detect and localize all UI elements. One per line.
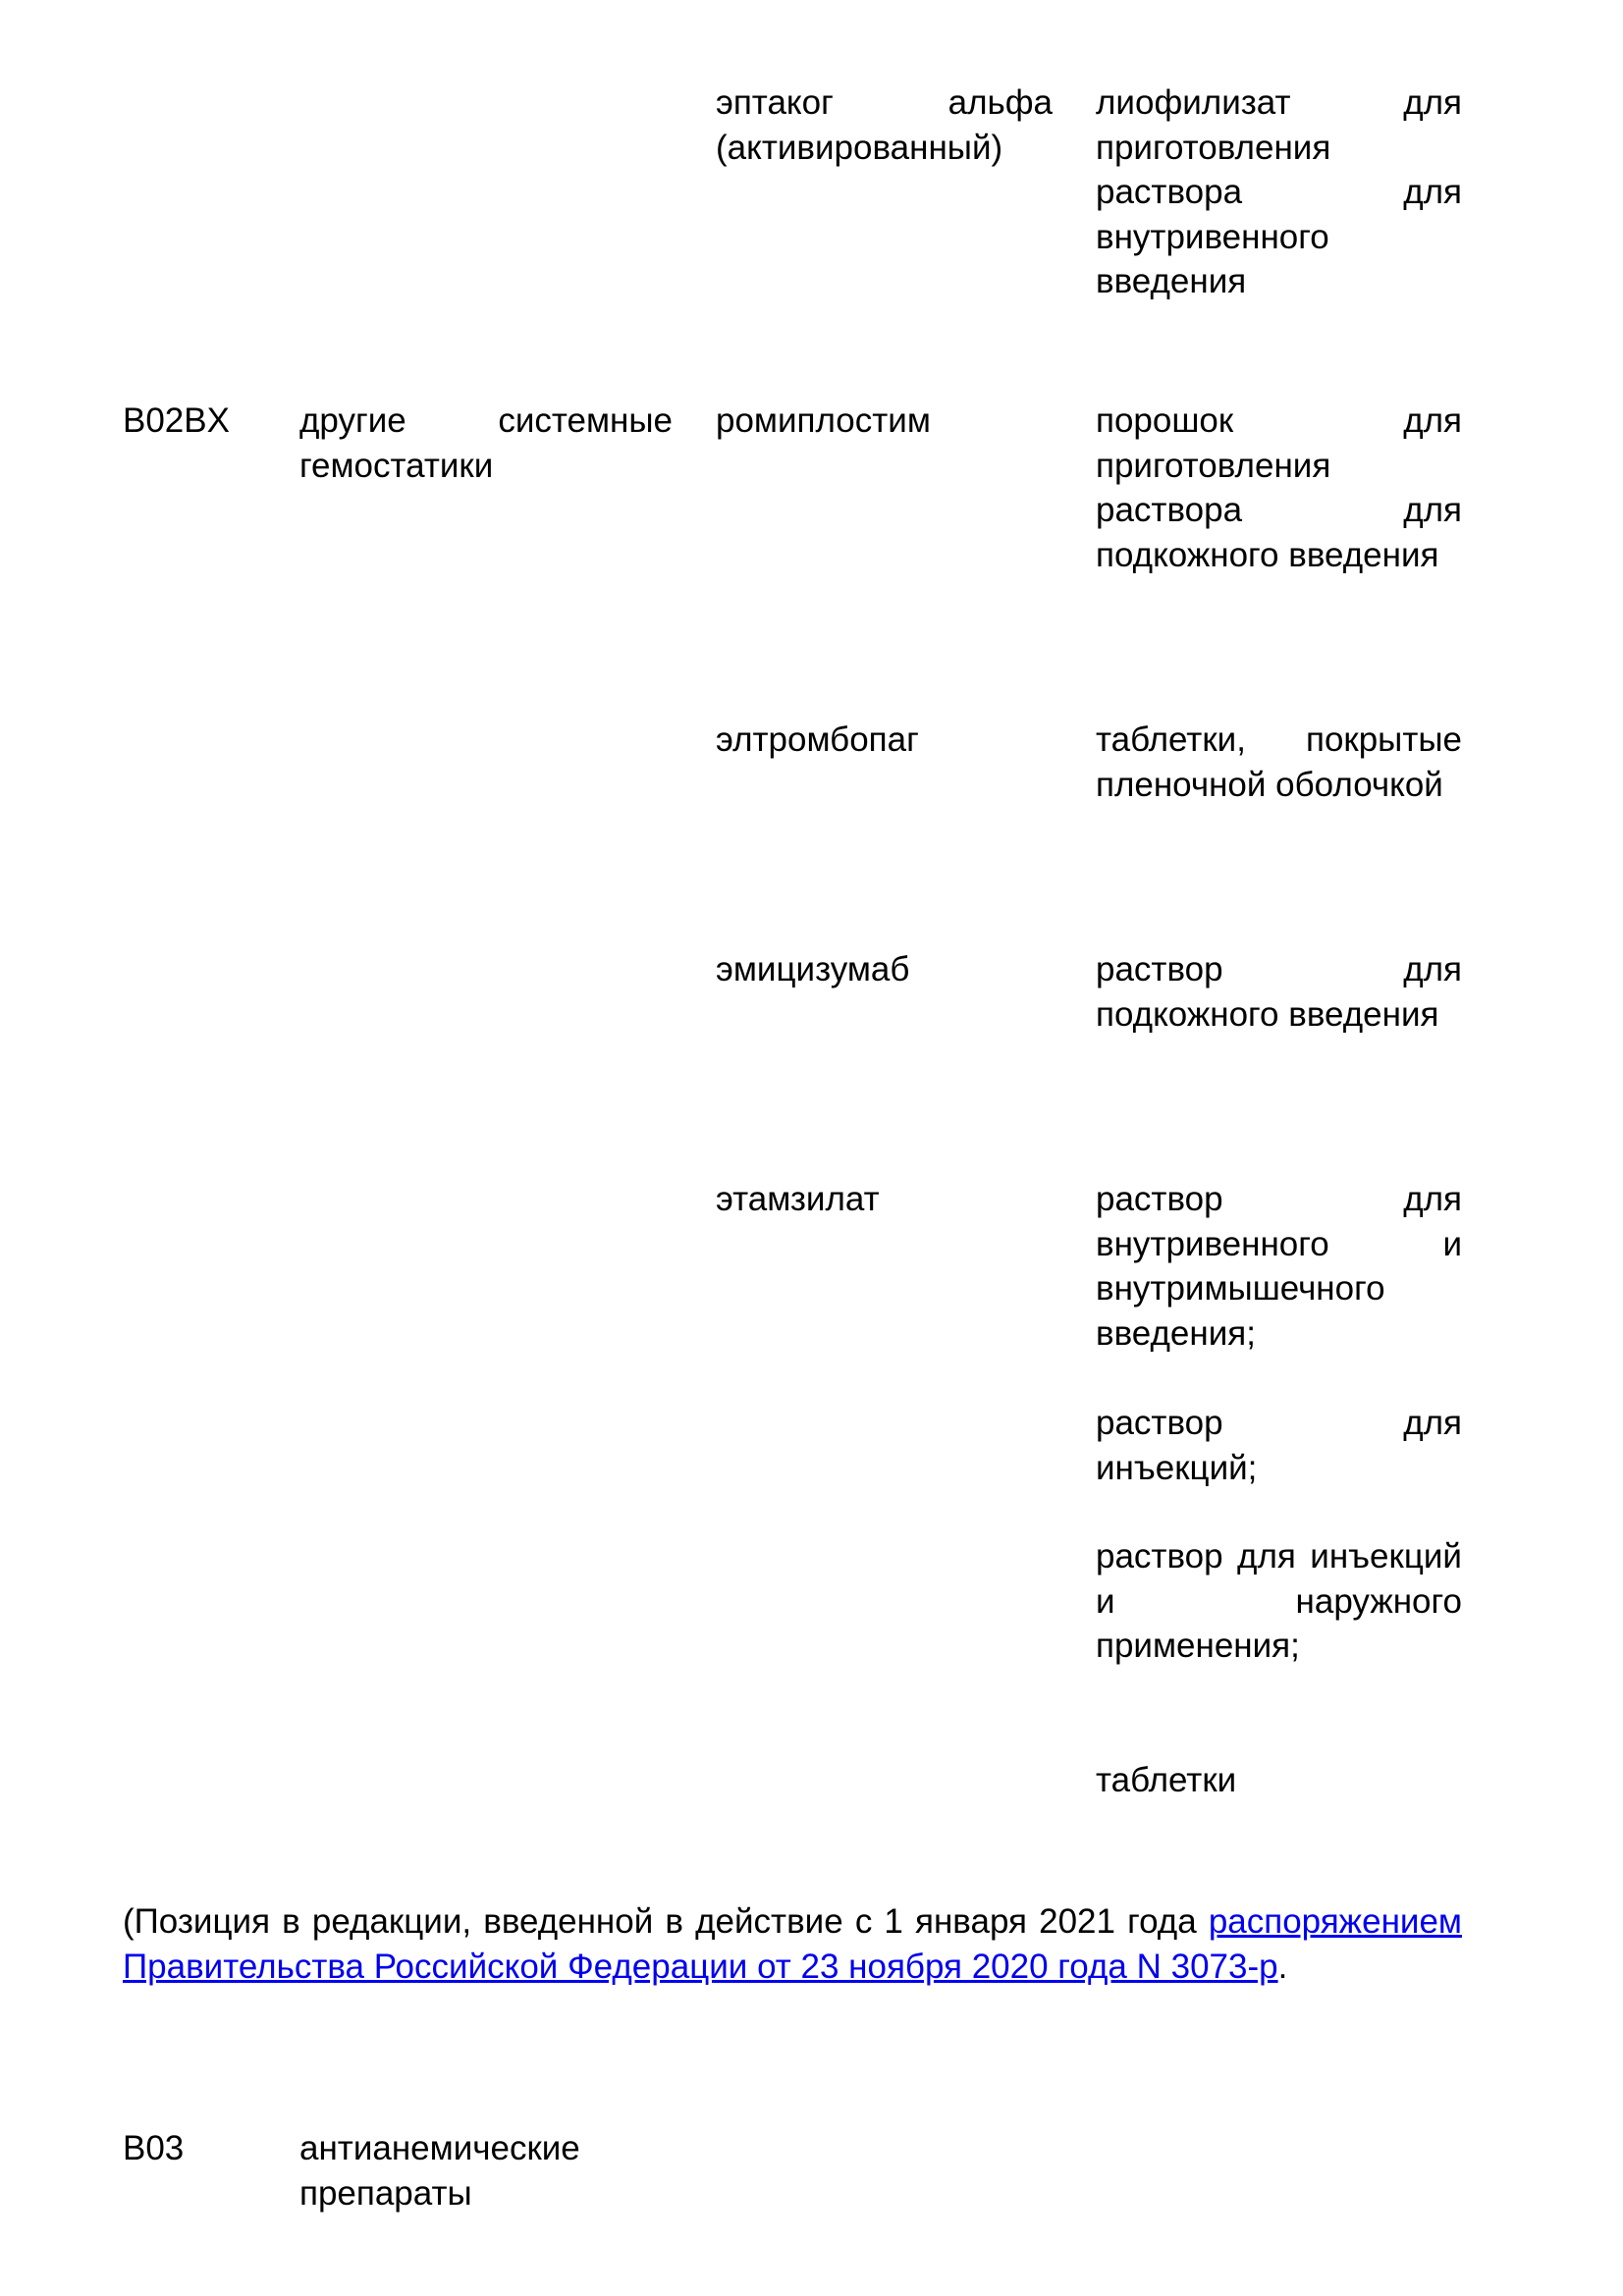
dosage-form: раствор для внутривенного и внутримышечного введения; bbox=[1096, 1180, 1462, 1353]
atc-group-name: антианемические препараты bbox=[299, 2129, 580, 2213]
dosage-form: раствор для инъекций и наружного применения; bbox=[1096, 1537, 1462, 1665]
revision-note-suffix: . bbox=[1277, 1947, 1288, 1986]
dosage-form: таблетки, покрытые пленочной оболочкой bbox=[1096, 721, 1462, 804]
revision-note-prefix: (Позиция в редакции, введенной в действие с 1 января 2021 года bbox=[123, 1902, 1197, 1941]
drug-name: эмицизумаб bbox=[716, 950, 910, 988]
drug-name: элтромбопаг bbox=[716, 721, 919, 759]
dosage-form: раствор для подкожного введения bbox=[1096, 950, 1462, 1034]
revision-note bbox=[123, 1899, 1462, 1989]
drug-name: эптаког альфа (активированный) bbox=[716, 83, 1053, 167]
dosage-form: порошок для приготовления раствора для подкожного введения bbox=[1096, 401, 1462, 574]
dosage-form: таблетки bbox=[1096, 1761, 1237, 1799]
atc-group-name: другие системные гемостатики bbox=[299, 401, 673, 485]
decree-link[interactable]: распоряжением Правительства Российской Федерации от 23 ноября 2020 года N 3073-р bbox=[123, 1902, 1462, 1986]
dosage-form: лиофилизат для приготовления раствора для внутривенного введения bbox=[1096, 83, 1462, 300]
drug-name: ромиплостим bbox=[716, 401, 931, 440]
dosage-form: раствор для инъекций; bbox=[1096, 1404, 1462, 1487]
atc-code: B02BX bbox=[123, 401, 230, 440]
atc-code: B03 bbox=[123, 2129, 185, 2167]
drug-name: этамзилат bbox=[716, 1180, 880, 1218]
